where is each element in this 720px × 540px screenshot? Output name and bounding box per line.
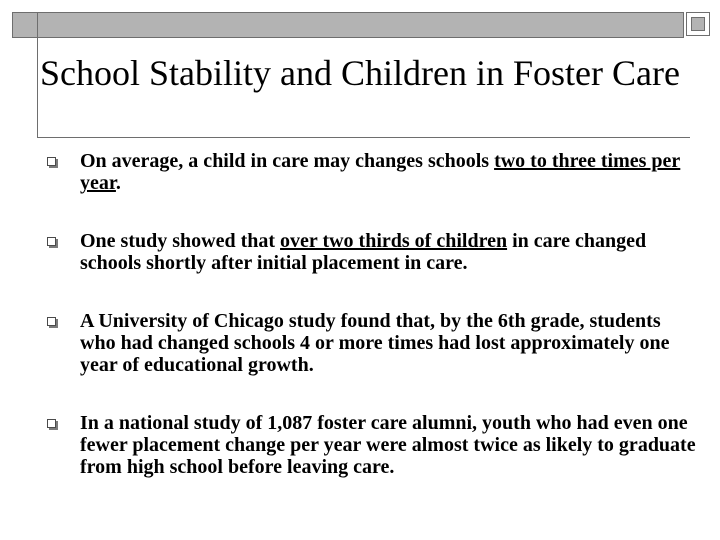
bullet-2-part-1: One study showed that [80,230,281,252]
title-underline-rule [37,137,690,138]
decorative-left-line [37,12,38,138]
bullet-1-part-2: two to three times per year [80,150,681,194]
bullet-4-part-1: In a national study of 1,087 foster care alumni, youth who had even one fewer placement change per year were almost twice as likely to graduate from high school before leaving care. [80,412,696,478]
bullet-2-part-2: over two thirds of children [280,230,508,252]
bullet-2-part-3: in care changed schools shortly after initial placement in care. [80,230,647,274]
bullet-text-3 [80,310,700,376]
bullet-1-part-1: On average, a child in care may changes schools [80,150,495,172]
hollow-square-bullet-icon [47,157,56,166]
hollow-square-bullet-icon [47,317,56,326]
bullet-text-1 [80,150,700,194]
bullet-text-4 [80,412,700,478]
decorative-corner-inner-square [691,17,705,31]
bullet-3-part-1: A University of Chicago study found that, by the 6th grade, students who had changed schools 4 or more times had lost approximately one year of educational growth. [80,310,670,376]
hollow-square-bullet-icon [47,419,56,428]
decorative-corner-square [686,12,710,36]
bullet-1-part-3: . [115,172,121,194]
bullet-text-2 [80,230,700,274]
hollow-square-bullet-icon [47,237,56,246]
decorative-top-bar [12,12,684,38]
slide-title: School Stability and Children in Foster Care [40,53,680,93]
